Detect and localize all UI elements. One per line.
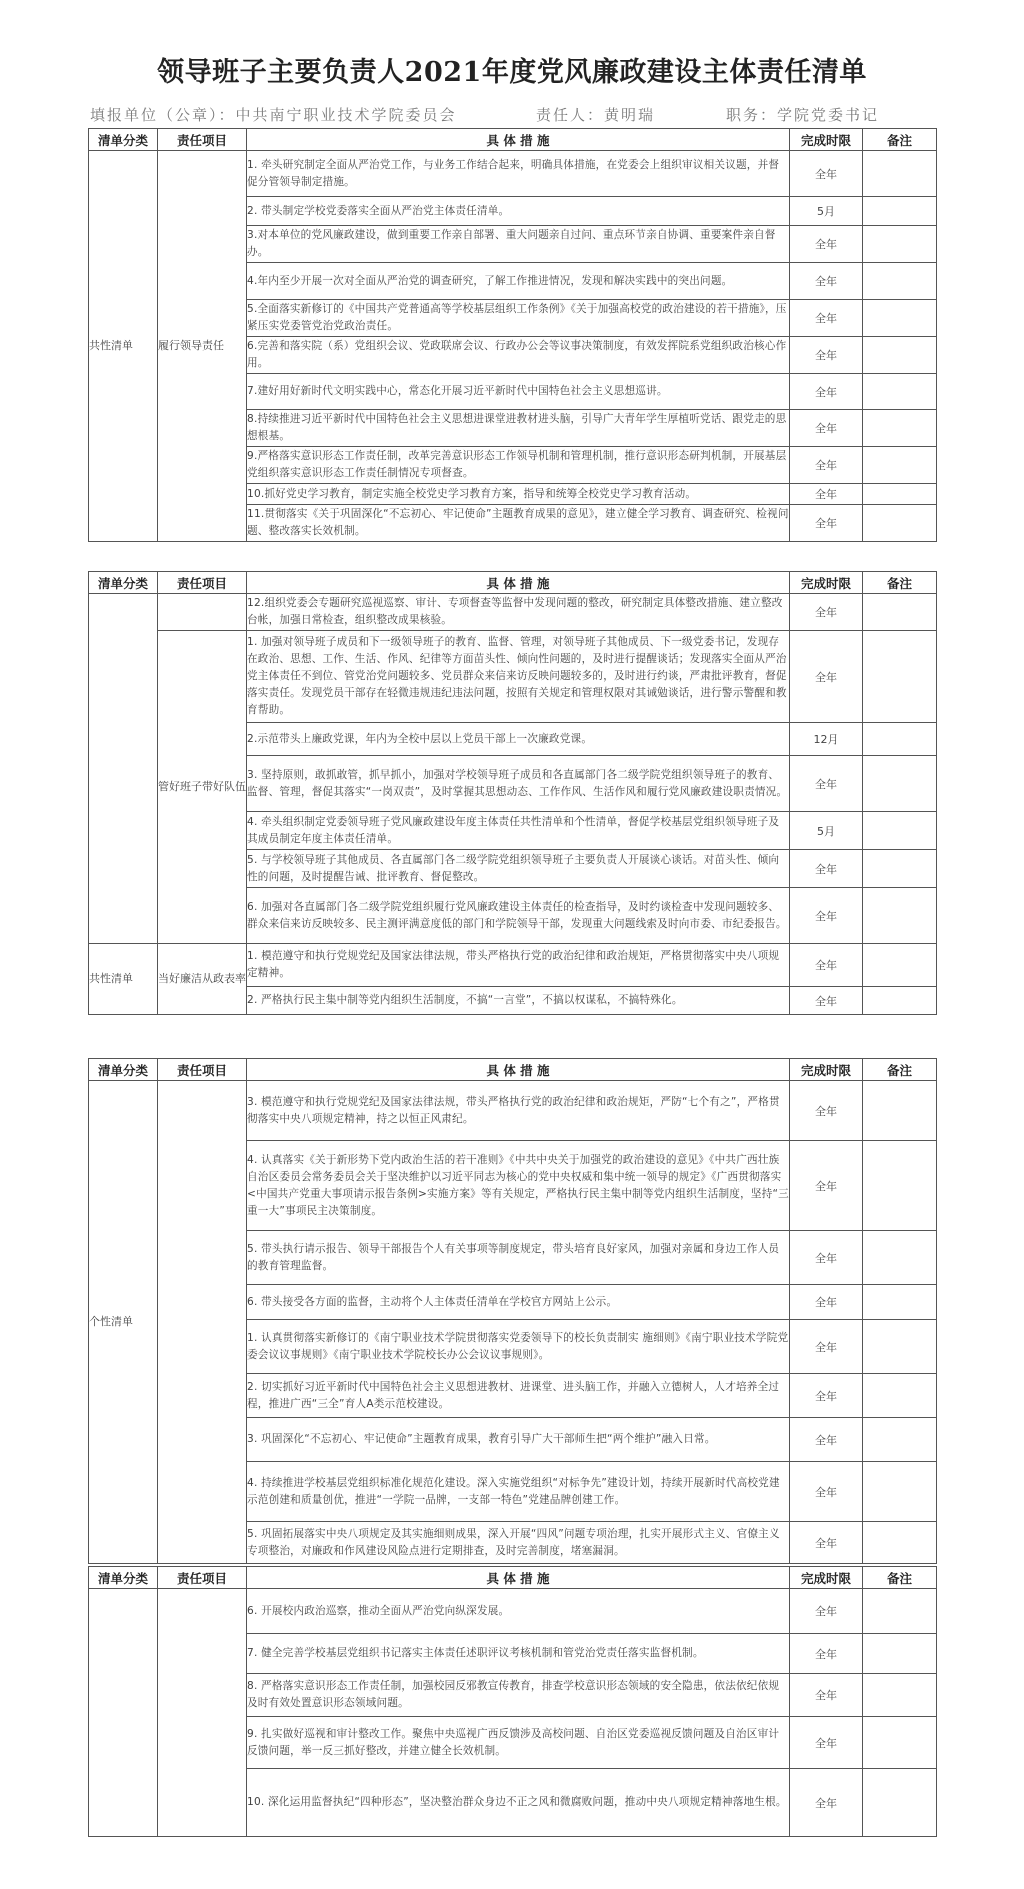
note-cell	[863, 756, 937, 812]
measure-cell: 8.持续推进习近平新时代中国特色社会主义思想进课堂进教材进头脑，引导广大青年学生厚植听党话、跟党走的思想根基。	[247, 410, 790, 447]
note-cell	[863, 987, 937, 1015]
item-cell: 履行领导责任	[158, 151, 247, 542]
measure-cell: 1. 加强对领导班子成员和下一级领导班子的教育、监督、管理，对领导班子其他成员、下一级党委书记，发现存在政治、思想、工作、生活、作风、纪律等方面苗头性、倾向性问题的，及时进行提醒谈话；发现落实全面从严治党主体责任不到位、管党治党问题较多、党员群众来信来访反映问题较多的，及时进行约谈，严肃批评教育，督促落实责任。发现党员干部存在轻微违规违纪违法问题，按照有关规定和管理权限对其诫勉谈话，进行警示警醒和教育帮助。	[247, 631, 790, 723]
measure-cell: 5.全面落实新修订的《中国共产党普通高等学校基层组织工作条例》《关于加强高校党的政治建设的若干措施》，压紧压实党委管党治党政治责任。	[247, 300, 790, 337]
table-row	[89, 1081, 937, 1141]
measure-cell: 10.抓好党史学习教育，制定实施全校党史学习教育方案，指导和统筹全校党史学习教育活动。	[247, 484, 790, 505]
deadline-cell: 全年	[790, 505, 863, 542]
responsible-person: 责任人：黄明瑞	[536, 106, 656, 124]
measure-cell: 6. 加强对各直属部门各二级学院党组织履行党风廉政建设主体责任的检查指导，及时约谈检查中发现问题较多、群众来信来访反映较多、民主测评满意度低的部门和学院领导干部，发现重大问题线索及时向市委、市纪委报告。	[247, 888, 790, 944]
note-cell	[863, 447, 937, 484]
header-measure: 具 体 措 施	[247, 1059, 790, 1081]
deadline-cell: 全年	[790, 484, 863, 505]
header-note: 备注	[863, 572, 937, 594]
deadline-cell: 全年	[790, 337, 863, 374]
deadline-cell: 全年	[790, 1231, 863, 1285]
deadline-cell: 5月	[790, 197, 863, 226]
deadline-cell: 全年	[790, 1462, 863, 1522]
measure-cell: 4.年内至少开展一次对全面从严治党的调查研究，了解工作推进情况，发现和解决实践中的突出问题。	[247, 263, 790, 300]
header-note: 备注	[863, 1567, 937, 1589]
measure-cell: 3. 巩固深化“不忘初心、牢记使命”主题教育成果，教育引导广大干部师生把“两个维护”融入日常。	[247, 1418, 790, 1462]
note-cell	[863, 337, 937, 374]
deadline-cell: 全年	[790, 756, 863, 812]
deadline-cell: 全年	[790, 1634, 863, 1674]
measure-cell: 7. 健全完善学校基层党组织书记落实主体责任述职评议考核机制和管党治党责任落实监督机制。	[247, 1634, 790, 1674]
document-title: 领导班子主要负责人2021年度党风廉政建设主体责任清单	[157, 57, 867, 88]
note-cell	[863, 226, 937, 263]
measure-cell: 3.对本单位的党风廉政建设，做到重要工作亲自部署、重大问题亲自过问、重点环节亲自协调、重要案件亲自督办。	[247, 226, 790, 263]
item-cell-empty	[158, 1589, 247, 1837]
measure-cell: 5. 巩固拓展落实中央八项规定及其实施细则成果，深入开展“四风”问题专项治理，扎实开展形式主义、官僚主义专项整治，对廉政和作风建设风险点进行定期排查，及时完善制度，堵塞漏洞。	[247, 1522, 790, 1564]
category-cell-empty	[89, 1589, 158, 1837]
measure-cell: 1. 牵头研究制定全面从严治党工作，与业务工作结合起来，明确具体措施，在党委会上组织审议相关议题，并督促分管领导制定措施。	[247, 151, 790, 197]
measure-cell: 5. 与学校领导班子其他成员、各直属部门各二级学院党组织领导班子主要负责人开展谈心谈话。对苗头性、倾向性的问题，及时提醒告诫、批评教育、督促整改。	[247, 850, 790, 888]
header-category: 清单分类	[89, 1059, 158, 1081]
measure-cell: 3. 模范遵守和执行党规党纪及国家法律法规，带头严格执行党的政治纪律和政治规矩，严防“七个有之”，严格贯彻落实中央八项规定精神，持之以恒正风肃纪。	[247, 1081, 790, 1141]
responsibility-table-4	[88, 1566, 937, 1837]
deadline-cell: 全年	[790, 374, 863, 410]
deadline-cell: 全年	[790, 1374, 863, 1418]
note-cell	[863, 1141, 937, 1231]
note-cell	[863, 1674, 937, 1717]
deadline-cell: 全年	[790, 263, 863, 300]
item-cell-empty	[158, 594, 247, 631]
note-cell	[863, 300, 937, 337]
header-item: 责任项目	[158, 1567, 247, 1589]
note-cell	[863, 484, 937, 505]
deadline-cell: 全年	[790, 300, 863, 337]
measure-cell: 4. 认真落实《关于新形势下党内政治生活的若干准则》《中共中央关于加强党的政治建设的意见》《中共广西壮族自治区委员会常务委员会关于坚决维护以习近平同志为核心的党中央权威和集中统一领导的规定》《广西贯彻落实<中国共产党重大事项请示报告条例>实施方案》等有关规定，严格执行民主集中制等党内组织生活制度，坚持“三重一大”事项民主决策制度。	[247, 1141, 790, 1231]
note-cell	[863, 1462, 937, 1522]
note-cell	[863, 594, 937, 631]
note-cell	[863, 197, 937, 226]
measure-cell: 1. 模范遵守和执行党规党纪及国家法律法规，带头严格执行党的政治纪律和政治规矩，严格贯彻落实中央八项规定精神。	[247, 944, 790, 987]
responsibility-table-1	[88, 128, 937, 542]
header-note: 备注	[863, 1059, 937, 1081]
note-cell	[863, 374, 937, 410]
deadline-cell: 全年	[790, 1769, 863, 1837]
deadline-cell: 全年	[790, 1589, 863, 1634]
header-time: 完成时限	[790, 1567, 863, 1589]
measure-cell: 9.严格落实意识形态工作责任制，改革完善意识形态工作领导机制和管理机制，推行意识形态研判机制，开展基层党组织落实意识形态工作责任制情况专项督查。	[247, 447, 790, 484]
deadline-cell: 全年	[790, 1081, 863, 1141]
measure-cell: 12.组织党委会专题研究巡视巡察、审计、专项督查等监督中发现问题的整改，研究制定具体整改措施、建立整改台帐，加强日常检查，组织整改成果核验。	[247, 594, 790, 631]
header-measure: 具 体 措 施	[247, 1567, 790, 1589]
deadline-cell: 全年	[790, 226, 863, 263]
note-cell	[863, 944, 937, 987]
measure-cell: 6.完善和落实院（系）党组织会议、党政联席会议、行政办公会等议事决策制度，有效发挥院系党组织政治核心作用。	[247, 337, 790, 374]
header-item: 责任项目	[158, 572, 247, 594]
measure-cell: 4. 持续推进学校基层党组织标准化规范化建设。深入实施党组织“对标争先”建设计划，持续开展新时代高校党建示范创建和质量创优，推进“一学院一品牌，一支部一特色”党建品牌创建工作。	[247, 1462, 790, 1522]
note-cell	[863, 1522, 937, 1564]
category-cell: 共性清单	[89, 944, 158, 1015]
deadline-cell: 全年	[790, 1141, 863, 1231]
header-category: 清单分类	[89, 572, 158, 594]
header-time: 完成时限	[790, 129, 863, 151]
measure-cell: 6. 开展校内政治巡察，推动全面从严治党向纵深发展。	[247, 1589, 790, 1634]
responsibility-table-2	[88, 571, 937, 1015]
measure-cell: 3. 坚持原则，敢抓敢管，抓早抓小，加强对学校领导班子成员和各直属部门各二级学院党组织领导班子的教育、监督、管理，督促其落实“一岗双责”，及时掌握其思想动态、工作作风、生活作风和履行党风廉政建设职责情况。	[247, 756, 790, 812]
measure-cell: 10. 深化运用监督执纪“四种形态”，坚决整治群众身边不正之风和微腐败问题，推动中央八项规定精神落地生根。	[247, 1769, 790, 1837]
filling-unit: 填报单位（公章）：中共南宁职业技术学院委员会	[90, 106, 457, 124]
header-measure: 具 体 措 施	[247, 572, 790, 594]
deadline-cell: 全年	[790, 987, 863, 1015]
table-row	[89, 151, 937, 197]
deadline-cell: 全年	[790, 1418, 863, 1462]
deadline-cell: 全年	[790, 447, 863, 484]
deadline-cell: 全年	[790, 594, 863, 631]
header-time: 完成时限	[790, 1059, 863, 1081]
header-item: 责任项目	[158, 1059, 247, 1081]
deadline-cell: 全年	[790, 1285, 863, 1320]
deadline-cell: 全年	[790, 888, 863, 944]
note-cell	[863, 631, 937, 723]
note-cell	[863, 888, 937, 944]
note-cell	[863, 1231, 937, 1285]
deadline-cell: 全年	[790, 1522, 863, 1564]
measure-cell: 2. 带头制定学校党委落实全面从严治党主体责任清单。	[247, 197, 790, 226]
header-measure: 具 体 措 施	[247, 129, 790, 151]
measure-cell: 2. 严格执行民主集中制等党内组织生活制度，不搞“一言堂”，不搞以权谋私，不搞特殊化。	[247, 987, 790, 1015]
header-category: 清单分类	[89, 129, 158, 151]
table-row	[89, 944, 937, 987]
header-time: 完成时限	[790, 572, 863, 594]
deadline-cell: 全年	[790, 631, 863, 723]
category-cell: 共性清单	[89, 151, 158, 542]
deadline-cell: 全年	[790, 944, 863, 987]
category-cell-empty	[89, 594, 158, 944]
responsibility-table-3	[88, 1058, 937, 1564]
item-cell: 当好廉洁从政表率	[158, 944, 247, 1015]
table-row	[89, 631, 937, 723]
item-cell-empty	[158, 1081, 247, 1564]
note-cell	[863, 410, 937, 447]
note-cell	[863, 1589, 937, 1634]
note-cell	[863, 1081, 937, 1141]
measure-cell: 6. 带头接受各方面的监督，主动将个人主体责任清单在学校官方网站上公示。	[247, 1285, 790, 1320]
position-title: 职务：学院党委书记	[726, 106, 880, 124]
note-cell	[863, 812, 937, 850]
header-note: 备注	[863, 129, 937, 151]
measure-cell: 1. 认真贯彻落实新修订的《南宁职业技术学院贯彻落实党委领导下的校长负责制实 施细则》《南宁职业技术学院党委会议议事规则》《南宁职业技术学院校长办公会议议事规则》。	[247, 1320, 790, 1374]
measure-cell: 7.建好用好新时代文明实践中心，常态化开展习近平新时代中国特色社会主义思想巡讲。	[247, 374, 790, 410]
table-row	[89, 1589, 937, 1634]
deadline-cell: 全年	[790, 850, 863, 888]
note-cell	[863, 1374, 937, 1418]
note-cell	[863, 151, 937, 197]
note-cell	[863, 723, 937, 756]
deadline-cell: 全年	[790, 1674, 863, 1717]
info-line	[90, 104, 970, 128]
measure-cell: 2. 切实抓好习近平新时代中国特色社会主义思想进教材、进课堂、进头脑工作，并融入立德树人，人才培养全过程，推进广西“三全”育人A类示范校建设。	[247, 1374, 790, 1418]
note-cell	[863, 850, 937, 888]
header-category: 清单分类	[89, 1567, 158, 1589]
measure-cell: 4. 牵头组织制定党委领导班子党风廉政建设年度主体责任共性清单和个性清单，督促学校基层党组织领导班子及其成员制定年度主体责任清单。	[247, 812, 790, 850]
measure-cell: 11.贯彻落实《关于巩固深化“不忘初心、牢记使命”主题教育成果的意见》，建立健全学习教育、调查研究、检视问题、整改落实长效机制。	[247, 505, 790, 542]
note-cell	[863, 1320, 937, 1374]
deadline-cell: 全年	[790, 1320, 863, 1374]
deadline-cell: 全年	[790, 410, 863, 447]
note-cell	[863, 1769, 937, 1837]
table-row	[89, 594, 937, 631]
deadline-cell: 全年	[790, 151, 863, 197]
deadline-cell: 全年	[790, 1717, 863, 1769]
note-cell	[863, 1285, 937, 1320]
deadline-cell: 5月	[790, 812, 863, 850]
measure-cell: 2.示范带头上廉政党课，年内为全校中层以上党员干部上一次廉政党课。	[247, 723, 790, 756]
header-item: 责任项目	[158, 129, 247, 151]
deadline-cell: 12月	[790, 723, 863, 756]
measure-cell: 8. 严格落实意识形态工作责任制，加强校园反邪教宣传教育，排查学校意识形态领域的安全隐患，依法依纪依规及时有效处置意识形态领域问题。	[247, 1674, 790, 1717]
note-cell	[863, 505, 937, 542]
measure-cell: 5. 带头执行请示报告、领导干部报告个人有关事项等制度规定，带头培育良好家风，加强对亲属和身边工作人员的教育管理监督。	[247, 1231, 790, 1285]
item-cell: 管好班子带好队伍	[158, 631, 247, 944]
category-cell: 个性清单	[89, 1081, 158, 1564]
measure-cell: 9. 扎实做好巡视和审计整改工作。聚焦中央巡视广西反馈涉及高校问题、自治区党委巡视反馈问题及自治区审计反馈问题，举一反三抓好整改，并建立健全长效机制。	[247, 1717, 790, 1769]
note-cell	[863, 1418, 937, 1462]
note-cell	[863, 263, 937, 300]
note-cell	[863, 1634, 937, 1674]
note-cell	[863, 1717, 937, 1769]
